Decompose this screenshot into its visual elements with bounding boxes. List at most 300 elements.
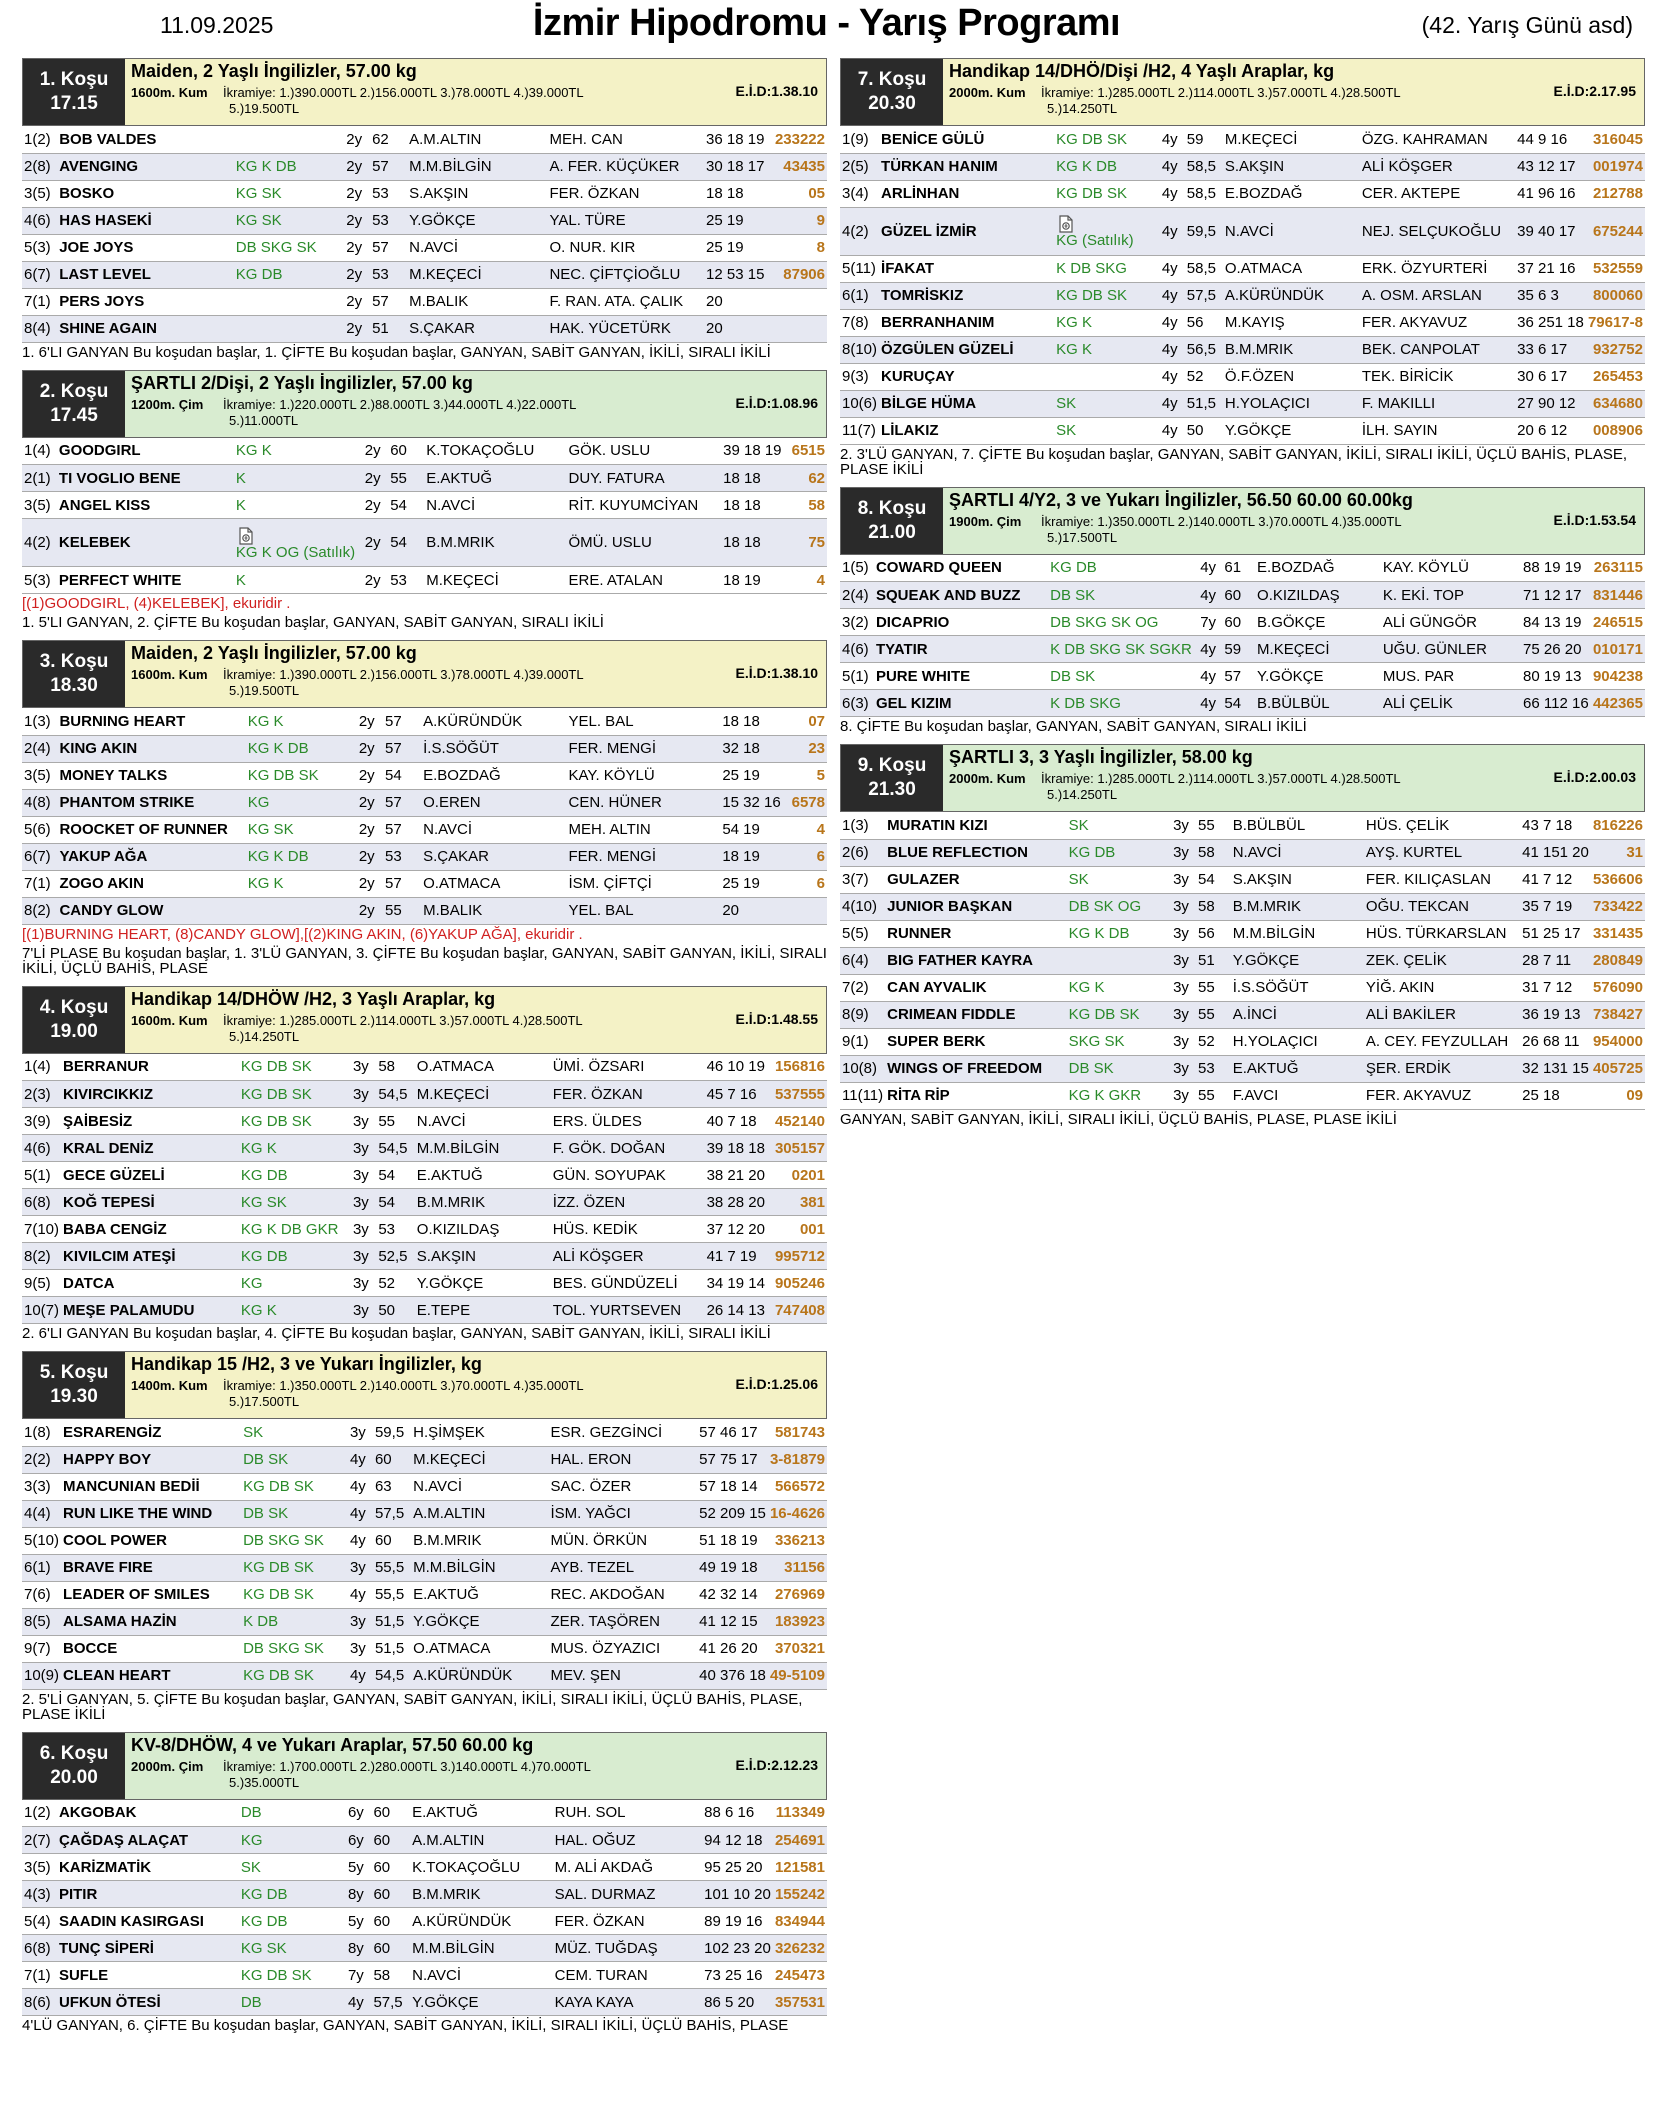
bet-types-note: 1. 6'LI GANYAN Bu koşudan başlar, 1. ÇİFTE Bu koşudan başlar, GANYAN, SABİT GANYAN, İKİLİ, SIRALI İKİLİ [22, 343, 771, 361]
horse-weight: 53 [388, 567, 424, 594]
left-column [22, 58, 827, 2043]
trainer-name: NEJ. SELÇUKOĞLU [1360, 207, 1515, 255]
jockey-name: O.ATMACA [411, 1635, 548, 1662]
horse-age: 4y [343, 1662, 373, 1689]
horse-form: 9 [773, 207, 827, 234]
jockey-name: M.KEÇECİ [424, 567, 566, 594]
horse-row [22, 1446, 827, 1473]
horse-form: 675244 [1586, 207, 1645, 255]
trainer-name: MUS. ÖZYAZICI [548, 1635, 697, 1662]
horse-equipment: KG SK [234, 180, 338, 207]
horse-age: 3y [343, 1554, 373, 1581]
horse-name: TYATIR [874, 636, 1048, 663]
horse-form: 23 [790, 735, 827, 762]
horse-equipment: KG K [234, 438, 357, 465]
horse-weight: 56 [1196, 920, 1231, 947]
horse-weight: 54 [1222, 690, 1255, 717]
horse-weight: 50 [376, 1297, 414, 1324]
race-distance: 1900m. Çim [949, 513, 1022, 529]
race-title: ŞARTLI 2/Dişi, 2 Yaşlı İngilizler, 57.00 kg [131, 372, 473, 393]
trainer-name: ALİ ÇELİK [1381, 690, 1521, 717]
horse-number: 2(8) [22, 153, 57, 180]
trainer-name: KAY. KÖYLÜ [1381, 555, 1521, 582]
horse-age: 3y [1166, 1001, 1196, 1028]
horse-row [840, 180, 1645, 207]
horse-row [22, 234, 827, 261]
horse-row [22, 1189, 827, 1216]
trainer-name: FER. KILIÇASLAN [1364, 866, 1520, 893]
race-number: 6. Koşu [39, 1742, 109, 1764]
horse-weight: 54 [388, 492, 424, 519]
horse-stats: 88 6 16 [702, 1800, 773, 1827]
horse-stats: 30 18 17 [704, 153, 773, 180]
horse-number: 1(3) [840, 812, 885, 839]
horse-number: 4(8) [22, 789, 57, 816]
race-card [22, 370, 827, 633]
horse-age: 2y [338, 207, 370, 234]
horse-row [840, 866, 1645, 893]
race-time: 20.00 [50, 1766, 98, 1788]
race-number: 7. Koşu [857, 69, 927, 90]
horse-weight: 60 [1222, 609, 1255, 636]
horse-name: DICAPRIO [874, 609, 1048, 636]
horse-form: 576090 [1591, 974, 1645, 1001]
bet-types-note: 2. 3'LÜ GANYAN, 7. ÇİFTE Bu koşudan başlar, GANYAN, SABİT GANYAN, İKİLİ, SIRALI İKİLİ, ÜÇLÜ BAHİS, PLASE, PLASE İKİLİ [840, 445, 1628, 478]
jockey-name: M.BALIK [407, 288, 547, 315]
horse-equipment: DB SK [1067, 1055, 1166, 1082]
horse-form: 001 [773, 1216, 827, 1243]
jockey-name: S.AKŞIN [407, 180, 547, 207]
race-prize-5th: 5.)14.250TL [1047, 101, 1118, 116]
horse-name: BOB VALDES [57, 126, 234, 153]
trainer-name: AYŞ. KURTEL [1364, 839, 1520, 866]
horse-row [22, 1881, 827, 1908]
horse-age: 4y [1155, 309, 1185, 336]
horse-weight: 57 [370, 234, 407, 261]
horse-stats: 18 18 [721, 465, 790, 492]
horse-stats: 18 18 [720, 708, 789, 735]
horse-number: 3(5) [22, 180, 57, 207]
horse-name: KING AKIN [57, 735, 245, 762]
horse-name: BLUE REFLECTION [885, 839, 1066, 866]
horse-name: KELEBEK [57, 519, 234, 567]
horse-number: 5(3) [22, 234, 57, 261]
jockey-name: N.AVCİ [407, 234, 547, 261]
horse-weight: 57 [370, 288, 407, 315]
horse-number: 4(3) [22, 1881, 57, 1908]
horse-name: PERS JOYS [57, 288, 234, 315]
horse-name: ÖZGÜLEN GÜZELİ [879, 336, 1054, 363]
horse-age: 4y [1155, 126, 1185, 153]
horse-form: 263115 [1591, 555, 1645, 582]
race-info [125, 59, 826, 125]
race-prize: İkramiye: 1.)350.000TL 2.)140.000TL 3.)70.000TL 4.)35.000TL [1041, 513, 1402, 529]
horse-stats: 66 112 16 [1521, 690, 1591, 717]
horse-row [840, 947, 1645, 974]
horse-equipment: K DB SKG SK SGKR [1048, 636, 1194, 663]
race-details [949, 511, 1638, 530]
trainer-name: HÜS. ÇELİK [1364, 812, 1520, 839]
horse-age: 3y [345, 1054, 376, 1081]
horse-name: GÜZEL İZMİR [879, 207, 1054, 255]
horse-form: 155242 [773, 1881, 827, 1908]
horse-weight: 59,5 [373, 1419, 411, 1446]
horse-age: 3y [1166, 866, 1196, 893]
race-time: 20.30 [868, 93, 916, 114]
horse-form: 6578 [790, 789, 827, 816]
trainer-name: ŞER. ERDİK [1364, 1055, 1520, 1082]
horse-name: RİTA RİP [885, 1082, 1066, 1109]
jockey-name: M.M.BİLGİN [415, 1135, 551, 1162]
horse-number: 6(1) [22, 1554, 61, 1581]
horse-form: 831446 [1591, 582, 1645, 609]
jockey-name: A.M.ALTIN [411, 1500, 548, 1527]
race-info [125, 1352, 826, 1418]
horse-form: 49-5109 [768, 1662, 827, 1689]
horse-form: 305157 [773, 1135, 827, 1162]
horse-weight: 60 [371, 1935, 410, 1962]
horse-number: 6(8) [22, 1189, 61, 1216]
horse-weight: 63 [373, 1473, 411, 1500]
horse-row [22, 1935, 827, 1962]
race-card [840, 487, 1645, 737]
horse-weight: 55 [1196, 812, 1231, 839]
horse-name: GECE GÜZELİ [61, 1162, 239, 1189]
horse-name: CRIMEAN FIDDLE [885, 1001, 1066, 1028]
jockey-name: S.AKŞIN [1231, 866, 1364, 893]
horse-name: ANGEL KISS [57, 492, 234, 519]
horse-form: 09 [1591, 1082, 1645, 1109]
horse-number: 5(1) [22, 1162, 61, 1189]
horse-name: KIVIRCIKKIZ [61, 1081, 239, 1108]
jockey-name: M.M.BİLGİN [411, 1554, 548, 1581]
race-distance: 1600m. Kum [131, 1012, 208, 1028]
horse-stats: 71 12 17 [1521, 582, 1591, 609]
horse-number: 4(2) [840, 207, 879, 255]
race-details [131, 667, 820, 683]
horse-form: 245473 [773, 1962, 827, 1989]
horse-number: 8(5) [22, 1608, 61, 1635]
horse-stats: 39 18 19 [721, 438, 790, 465]
horse-name: ESRARENGİZ [61, 1419, 241, 1446]
horse-row [22, 1297, 827, 1324]
race-details [131, 394, 820, 413]
horse-number: 10(8) [840, 1055, 885, 1082]
trainer-name: KAYA KAYA [553, 1989, 703, 2016]
jockey-name: O.ATMACA [415, 1054, 551, 1081]
horse-weight: 58,5 [1185, 153, 1223, 180]
horse-weight: 57 [383, 708, 421, 735]
race-record-time: E.İ.D:1.38.10 [735, 83, 818, 99]
horse-name: PITIR [57, 1881, 239, 1908]
horse-table [22, 1800, 827, 2017]
horse-stats: 52 209 15 [697, 1500, 768, 1527]
horse-name: GOODGIRL [57, 438, 234, 465]
horse-age: 3y [345, 1081, 376, 1108]
horse-equipment: KG K [1054, 336, 1155, 363]
horse-stats: 41 12 15 [697, 1608, 768, 1635]
horse-age: 3y [345, 1189, 376, 1216]
horse-number: 3(4) [840, 180, 879, 207]
jockey-name: E.AKTUĞ [1231, 1055, 1364, 1082]
horse-number: 9(1) [840, 1028, 885, 1055]
horse-row [22, 816, 827, 843]
horse-row [22, 465, 827, 492]
horse-name: TOMRİSKIZ [879, 282, 1054, 309]
horse-age: 2y [338, 180, 370, 207]
race-day-number: (42. Yarış Günü asd) [1421, 12, 1633, 38]
jockey-name: S.ÇAKAR [407, 315, 547, 342]
race-time: 17.45 [50, 404, 98, 426]
horse-equipment: KG K [239, 1297, 346, 1324]
right-column [840, 58, 1645, 1137]
race-info [125, 371, 826, 437]
horse-row [840, 417, 1645, 444]
horse-row [22, 1162, 827, 1189]
horse-equipment: KG DB [1067, 839, 1166, 866]
for-sale-icon [1056, 214, 1076, 234]
jockey-name: E.TEPE [415, 1297, 551, 1324]
horse-weight: 54 [376, 1162, 414, 1189]
page-header [0, 0, 1653, 58]
horse-weight: 55 [1196, 1001, 1231, 1028]
horse-age: 3y [343, 1419, 373, 1446]
horse-equipment: KG [239, 1827, 340, 1854]
jockey-name: E.AKTUĞ [415, 1162, 551, 1189]
horse-age: 3y [1166, 1028, 1196, 1055]
horse-stats: 38 28 20 [705, 1189, 773, 1216]
jockey-name: B.BÜLBÜL [1255, 690, 1381, 717]
horse-name: YAKUP AĞA [57, 843, 245, 870]
horse-equipment: K [234, 492, 357, 519]
horse-equipment: DB SK OG [1067, 893, 1166, 920]
horse-weight: 55,5 [373, 1581, 411, 1608]
horse-weight: 53 [1196, 1055, 1231, 1082]
horse-form: 254691 [773, 1827, 827, 1854]
horse-stats: 33 6 17 [1515, 336, 1586, 363]
jockey-name: O.EREN [421, 789, 566, 816]
horse-age: 2y [357, 438, 388, 465]
horse-weight: 57,5 [371, 1989, 410, 2016]
horse-name: GEL KIZIM [874, 690, 1048, 717]
race-record-time: E.İ.D:1.25.06 [735, 1376, 818, 1392]
horse-number: 2(4) [22, 735, 57, 762]
horse-form: 233222 [773, 126, 827, 153]
race-card [22, 640, 827, 978]
horse-name: AVENGING [57, 153, 234, 180]
horse-weight: 55 [383, 897, 421, 924]
horse-form: 246515 [1591, 609, 1645, 636]
horse-form: 405725 [1591, 1055, 1645, 1082]
horse-equipment: KG DB SK [239, 1108, 346, 1135]
race-title: Maiden, 2 Yaşlı İngilizler, 57.00 kg [131, 61, 417, 81]
horse-weight: 54 [383, 762, 421, 789]
race-card [22, 1351, 827, 1724]
horse-name: KARİZMATİK [57, 1854, 239, 1881]
trainer-name: ALİ GÜNGÖR [1381, 609, 1521, 636]
horse-name: BABA CENGİZ [61, 1216, 239, 1243]
horse-row [22, 1581, 827, 1608]
horse-equipment: KG SK [246, 816, 351, 843]
horse-stats: 51 25 17 [1520, 920, 1591, 947]
horse-name: BOCCE [61, 1635, 241, 1662]
horse-equipment: K DB SKG [1054, 255, 1155, 282]
horse-name: CANDY GLOW [57, 897, 245, 924]
horse-stats: 57 75 17 [697, 1446, 768, 1473]
jockey-name: K.TOKAÇOĞLU [410, 1854, 553, 1881]
jockey-name: A.KÜRÜNDÜK [410, 1908, 553, 1935]
trainer-name: HAL. ERON [548, 1446, 697, 1473]
horse-stats: 95 25 20 [702, 1854, 773, 1881]
horse-row [22, 1419, 827, 1446]
horse-stats: 86 5 20 [702, 1989, 773, 2016]
horse-number: 9(3) [840, 363, 879, 390]
race-record-time: E.İ.D:2.00.03 [1553, 769, 1636, 785]
horse-age: 3y [345, 1162, 376, 1189]
horse-name: İFAKAT [879, 255, 1054, 282]
horse-weight: 53 [370, 261, 407, 288]
horse-equipment: KG DB SK [246, 762, 351, 789]
jockey-name: N.AVCİ [1223, 207, 1360, 255]
trainer-name: İSM. YAĞCI [548, 1500, 697, 1527]
horse-equipment: KG K DB [1054, 153, 1155, 180]
horse-number: 1(4) [22, 438, 57, 465]
horse-age: 4y [343, 1527, 373, 1554]
horse-weight: 57 [370, 153, 407, 180]
trainer-name: ZEK. ÇELİK [1364, 947, 1520, 974]
horse-row [22, 207, 827, 234]
horse-stats: 41 26 20 [697, 1635, 768, 1662]
horse-row [22, 762, 827, 789]
horse-weight: 55 [388, 465, 424, 492]
horse-weight: 58 [371, 1962, 410, 1989]
horse-name: SHINE AGAIN [57, 315, 234, 342]
jockey-name: M.M.BİLGİN [410, 1935, 553, 1962]
jockey-name: M.KEÇECİ [415, 1081, 551, 1108]
trainer-name: BES. GÜNDÜZELİ [551, 1270, 705, 1297]
horse-number: 8(2) [22, 1243, 61, 1270]
race-record-time: E.İ.D:1.38.10 [735, 665, 818, 681]
for-sale-icon [236, 526, 256, 546]
horse-row [840, 609, 1645, 636]
horse-name: ARLİNHAN [879, 180, 1054, 207]
horse-weight: 52,5 [376, 1243, 414, 1270]
jockey-name: B.M.MRIK [1223, 336, 1360, 363]
trainer-name: REC. AKDOĞAN [548, 1581, 697, 1608]
horse-stats: 25 18 [1520, 1082, 1591, 1109]
horse-name: JOE JOYS [57, 234, 234, 261]
horse-number: 2(5) [840, 153, 879, 180]
trainer-name: HAK. YÜCETÜRK [547, 315, 704, 342]
horse-row [22, 261, 827, 288]
horse-name: BRAVE FIRE [61, 1554, 241, 1581]
horse-form: 183923 [768, 1608, 827, 1635]
trainer-name: AYB. TEZEL [548, 1554, 697, 1581]
horse-name: MANCUNIAN BEDİİ [61, 1473, 241, 1500]
horse-name: SQUEAK AND BUZZ [874, 582, 1048, 609]
trainer-name: TEK. BİRİCİK [1360, 363, 1515, 390]
horse-name: MEŞE PALAMUDU [61, 1297, 239, 1324]
race-title: Handikap 14/DHÖ/Dişi /H2, 4 Yaşlı Araplar, kg [949, 61, 1335, 81]
horse-equipment: DB SKG SK [234, 234, 338, 261]
horse-equipment: DB SKG SK [241, 1527, 343, 1554]
horse-weight: 52 [1185, 363, 1223, 390]
horse-form: 58 [790, 492, 827, 519]
jockey-name: Y.GÖKÇE [1223, 417, 1360, 444]
page-title: İzmir Hipodromu - Yarış Programı [532, 2, 1121, 44]
trainer-name: ÖMÜ. USLU [567, 519, 722, 567]
horse-stats: 101 10 20 [702, 1881, 773, 1908]
jockey-name: N.AVCİ [411, 1473, 548, 1500]
horse-weight: 52 [376, 1270, 414, 1297]
horse-stats: 20 [720, 897, 789, 924]
horse-age: 4y [343, 1500, 373, 1527]
horse-weight: 55 [1196, 974, 1231, 1001]
horse-equipment: KG DB SK [1054, 180, 1155, 207]
horse-weight: 54,5 [376, 1135, 414, 1162]
trainer-name: ERS. ÜLDES [551, 1108, 705, 1135]
horse-equipment: SK [1067, 866, 1166, 893]
horse-number: 3(5) [22, 492, 57, 519]
jockey-name: S.ÇAKAR [421, 843, 566, 870]
horse-form: 113349 [773, 1800, 827, 1827]
race-number-box [841, 488, 943, 554]
race-number: 3. Koşu [39, 651, 109, 672]
horse-weight: 57 [383, 816, 421, 843]
horse-form: 001974 [1586, 153, 1645, 180]
race-distance: 1400m. Kum [131, 1378, 208, 1393]
equipment-text: KG (Satılık) [1056, 232, 1134, 249]
horse-number: 5(10) [22, 1527, 61, 1554]
horse-row [840, 390, 1645, 417]
race-info [943, 745, 1644, 811]
horse-weight: 53 [383, 843, 421, 870]
jockey-name: A.KÜRÜNDÜK [1223, 282, 1360, 309]
horse-equipment: DB SK [1048, 582, 1194, 609]
horse-name: TI VOGLIO BENE [57, 465, 234, 492]
trainer-name: F. MAKILLI [1360, 390, 1515, 417]
horse-weight: 60 [371, 1854, 410, 1881]
horse-stats: 57 18 14 [697, 1473, 768, 1500]
horse-age: 3y [1166, 893, 1196, 920]
horse-weight: 57,5 [373, 1500, 411, 1527]
horse-form: 31156 [768, 1554, 827, 1581]
horse-weight: 52 [1196, 1028, 1231, 1055]
horse-weight: 55,5 [373, 1554, 411, 1581]
trainer-name: YAL. TÜRE [547, 207, 704, 234]
horse-equipment: KG K DB GKR [239, 1216, 346, 1243]
horse-weight: 60 [373, 1446, 411, 1473]
horse-name: MURATIN KIZI [885, 812, 1066, 839]
horse-age: 3y [345, 1108, 376, 1135]
race-record-time: E.İ.D:1.53.54 [1553, 511, 1636, 528]
race-card [22, 1732, 827, 2036]
horse-stats: 41 151 20 [1520, 839, 1591, 866]
jockey-name: B.BÜLBÜL [1231, 812, 1364, 839]
horse-age: 5y [340, 1908, 371, 1935]
horse-age: 4y [343, 1581, 373, 1608]
horse-equipment: KG DB SK [241, 1554, 343, 1581]
horse-form: 156816 [773, 1054, 827, 1081]
horse-equipment: KG SK [234, 207, 338, 234]
race-distance: 1600m. Kum [131, 667, 208, 682]
jockey-name: B.M.MRIK [1231, 893, 1364, 920]
trainer-name: SAL. DURMAZ [553, 1881, 703, 1908]
horse-name: ŞAİBESİZ [61, 1108, 239, 1135]
race-distance: 1200m. Çim [131, 396, 204, 412]
race-number: 4. Koşu [39, 996, 109, 1018]
trainer-name: YİĞ. AKIN [1364, 974, 1520, 1001]
